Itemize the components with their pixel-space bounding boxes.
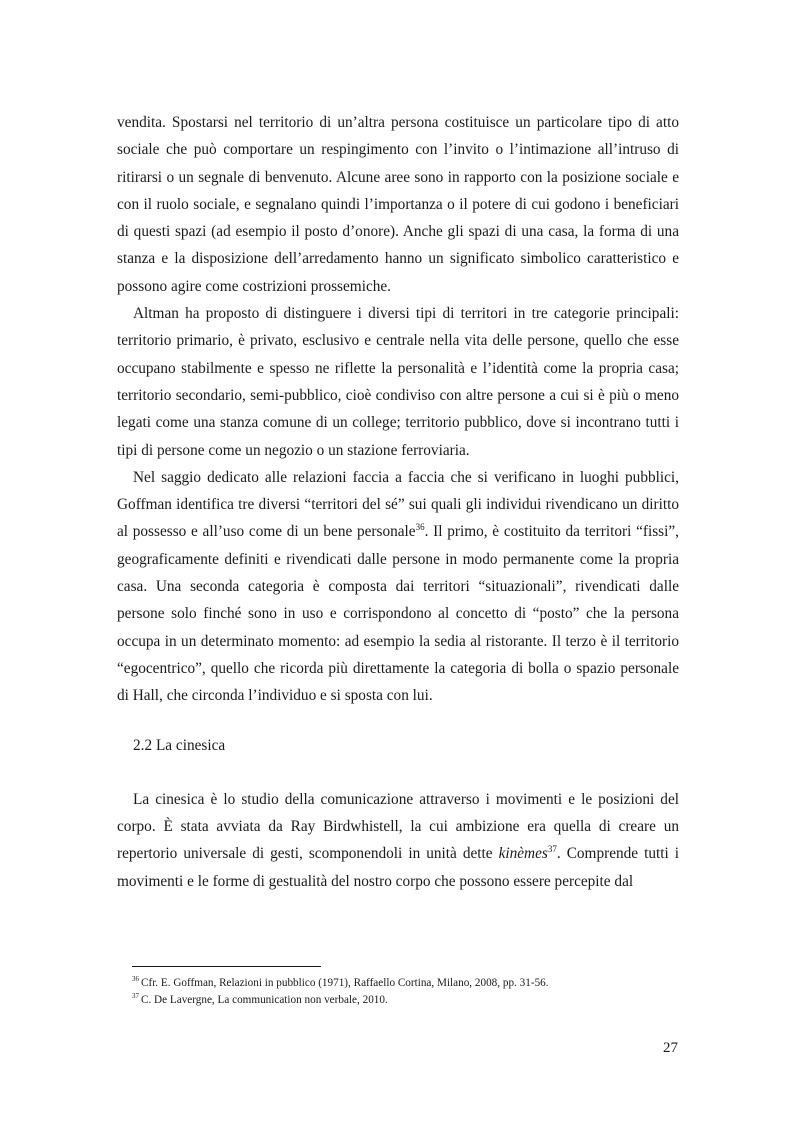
body-paragraph: vendita. Spostarsi nel territorio di un’altra persona costituisce un particolare tipo di atto sociale che può comportare un respingimento con l’invito o l’intimazione all’intruso di ritirarsi o un segnale di benvenuto. Alcune aree sono in rapporto con la posizione sociale e con il ruolo sociale, e segnalano quindi l’importanza o il potere di cui godono i beneficiari di questi spazi (ad esempio il posto d’onore). Anche gli spazi di una casa, la forma di una stanza e la disposizione dell’arredamento hanno un significato simbolico caratteristico e possono agire come costrizioni prossemiche.: [117, 114, 679, 295]
footnote-number: 36: [132, 975, 139, 984]
footnote-text: C. De Lavergne, La communication non verbale, 2010.: [141, 994, 388, 1006]
footnote-reference[interactable]: 36: [415, 522, 425, 533]
paragraph-text: La cinesica è lo studio della comunicazione attraverso i movimenti e le posizioni del corpo. È stata avviata da Ray Birdwhistell, la cui ambizione era quella di creare un repertorio universale di gesti, scomponendoli in unità dette: [117, 790, 679, 863]
section-heading: 2.2 La cinesica: [133, 736, 226, 754]
footnotes: [132, 975, 679, 1009]
footnote-number: 37: [132, 992, 139, 1001]
page-body: [117, 109, 679, 895]
body-paragraph-goffman: [117, 464, 679, 710]
paragraph-text: . Il primo, è costituito da territori “fissi”, geograficamente definiti e rivendicati dalle persone in modo permanente come la propria casa. Una seconda categoria è composta dai territori “situazionali”, rivendicati dalle persone solo finché sono in uso e corrispondono al concetto di “posto” che la persona occupa in un determinato momento: ad esempio la sedia al ristorante. Il terzo è il territorio “egocentrico”, quello che ricorda più direttamente la categoria di bolla o spazio personale di Hall, che circonda l’individuo e si sposta con lui.: [117, 523, 679, 705]
footnote: [132, 992, 679, 1009]
footnote-text: Cfr. E. Goffman, Relazioni in pubblico (1971), Raffaello Cortina, Milano, 2008, pp. 31-56.: [141, 977, 549, 989]
italic-term: kinèmes: [498, 845, 548, 863]
body-paragraph-cinesica: [117, 786, 679, 895]
footnote-divider: [132, 966, 321, 967]
paragraph-text: Nel saggio dedicato alle relazioni faccia a faccia che si verificano in luoghi pubblici, Goffman identifica tre diversi “territori del sé” sui quali gli individui rivendicano un diritto al possesso e all’uso come di un bene personale: [117, 468, 679, 541]
section-spacing: [117, 759, 679, 786]
paragraph-text: . Comprende tutti i movimenti e le forme di gestualità del nostro corpo che possono essere percepite dal: [117, 845, 679, 890]
body-paragraph: Altman ha proposto di distinguere i diversi tipi di territori in tre categorie principali: territorio primario, è privato, esclusivo e centrale nella vita delle persone, quello che esse occupano stabilmente e spesso ne riflette la personalità e l’identità come la propria casa; territorio secondario, semi-pubblico, cioè condiviso con altre persone a cui si è più o meno legati come una stanza comune di un college; territorio pubblico, dove si incontrano tutti i tipi di persone come un negozio o un stazione ferroviaria.: [117, 305, 679, 459]
footnote: [132, 975, 679, 992]
footnote-reference[interactable]: 37: [547, 844, 557, 855]
page-number: 27: [663, 1040, 678, 1056]
